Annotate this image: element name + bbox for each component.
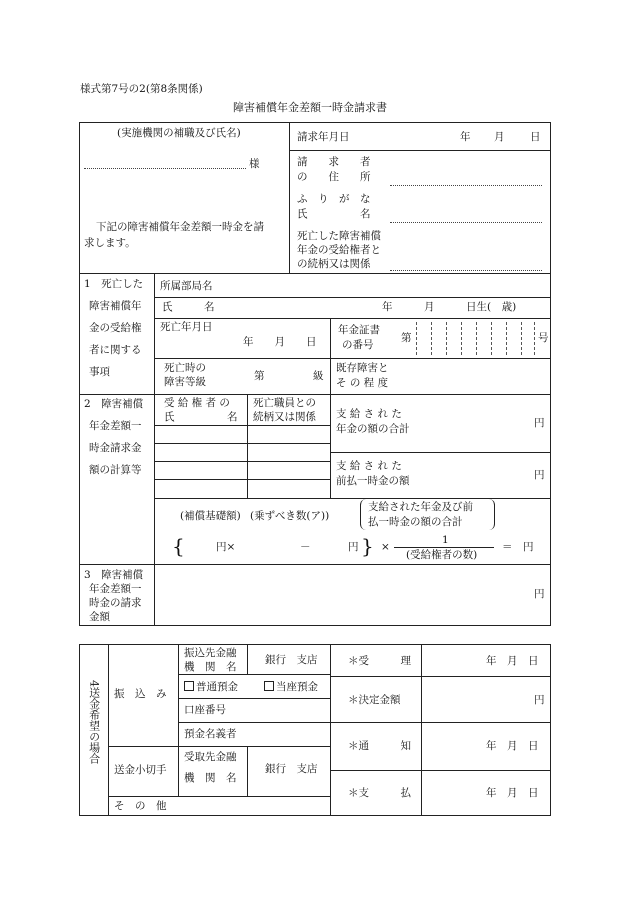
- certificate-go: 号: [538, 332, 549, 344]
- payment-date[interactable]: 年 月 日: [486, 787, 539, 799]
- check-label: 送金小切手: [114, 764, 167, 776]
- recv-bank-label-1: 受取先金融: [184, 751, 237, 763]
- request-month[interactable]: 月: [494, 131, 505, 143]
- checkbox-icon: [184, 681, 194, 691]
- furikomi-label: 振 込 み: [114, 688, 167, 700]
- request-text-2: 求します。: [84, 237, 136, 249]
- lump-sum-yen[interactable]: 円: [534, 469, 545, 481]
- claim-amount-yen[interactable]: 円: [534, 588, 545, 600]
- request-date-label: 請求年月日: [297, 131, 350, 143]
- section1-label-4: 者に関する: [89, 344, 142, 356]
- page-title: 障害補償年金差額一時金請求書: [233, 101, 387, 114]
- lump-sum-label-2: 前払一時金の額: [336, 475, 410, 487]
- section2-label-1: 2 障害補償: [84, 398, 144, 410]
- toza-label: 当座預金: [276, 681, 318, 693]
- section1-label-1: 1 死亡した: [84, 278, 144, 290]
- claimant-address-label-2: の 住 所: [297, 171, 371, 183]
- section3-label-3: 時金の請求: [89, 597, 142, 609]
- formula-brace-close: }: [361, 534, 374, 558]
- relation-line[interactable]: [390, 270, 542, 271]
- bank-label-2: 機 関 名: [184, 661, 237, 673]
- pension-total-label-2: 年金の額の合計: [336, 423, 410, 435]
- received-label: ＊受 理: [348, 655, 411, 667]
- formula-brace-open: {: [172, 534, 185, 558]
- section3-label-4: 金額: [89, 611, 110, 623]
- section2-label-3: 時金請求金: [89, 442, 142, 454]
- certificate-dai: 第: [401, 332, 412, 344]
- certificate-label-1: 年金証書: [338, 324, 380, 336]
- form-number: 様式第7号の2(第8条関係): [80, 83, 203, 95]
- section3-label-2: 年金差額一: [89, 583, 142, 595]
- grade-dai: 第: [254, 370, 265, 382]
- relation-label-1: 死亡した障害補償: [297, 230, 381, 242]
- notice-date[interactable]: 年 月 日: [486, 740, 539, 752]
- formula-fraction-bar: [394, 547, 494, 548]
- futsu-label: 普通預金: [196, 681, 238, 693]
- section1-label-2: 障害補償年: [89, 300, 142, 312]
- request-day[interactable]: 日: [530, 131, 541, 143]
- formula-yen-times: 円×: [216, 541, 236, 553]
- beneficiary-name-header-2: 氏 名: [164, 411, 238, 423]
- bank-branch-field[interactable]: 銀行 支店: [265, 654, 318, 666]
- sama-label: 様: [249, 158, 260, 170]
- section3-label-1: 3 障害補償: [84, 569, 144, 581]
- death-date-field[interactable]: 年 月 日: [243, 336, 317, 348]
- section2-label-2: 年金差額一: [89, 420, 142, 432]
- agency-label: (実施機関の補職及び氏名): [117, 127, 241, 139]
- formula-multiplier: (乗ずべき数(ア)): [250, 510, 330, 522]
- notice-label: ＊通 知: [348, 740, 411, 752]
- section1-label-3: 金の受給権: [89, 322, 142, 334]
- beneficiary-relation-header-2: 続柄又は関係: [253, 411, 316, 423]
- pension-total-yen[interactable]: 円: [534, 417, 545, 429]
- other-label: そ の 他: [114, 800, 167, 812]
- futsu-checkbox[interactable]: [184, 681, 238, 693]
- received-date[interactable]: 年 月 日: [486, 655, 539, 667]
- beneficiary-name-header-1: 受 給 権 者 の: [164, 397, 230, 409]
- relation-label-3: の続柄又は関係: [297, 258, 371, 270]
- section2-label-4: 額の計算等: [89, 464, 142, 476]
- grade-kyu: 級: [313, 370, 324, 382]
- account-holder-label: 預金名義者: [184, 728, 237, 740]
- deceased-name-label: 氏 名: [162, 301, 215, 313]
- claimant-address-line[interactable]: [390, 185, 542, 186]
- section4-vertical-label: 4送金希望の場合: [87, 680, 101, 764]
- request-text-1: 下記の障害補償年金差額一時金を請: [96, 221, 264, 233]
- recv-branch-field[interactable]: 銀行 支店: [265, 763, 318, 775]
- formula-minus: －: [300, 541, 311, 553]
- grade-label-1: 死亡時の: [164, 362, 206, 374]
- toza-checkbox[interactable]: [264, 681, 318, 693]
- department-label: 所属部局名: [160, 280, 213, 292]
- furigana-label-1: ふ り が な: [297, 193, 371, 205]
- checkbox-icon: [264, 681, 274, 691]
- claimant-address-label-1: 請 求 者: [297, 156, 371, 168]
- prior-disability-label-2: そ の 程 度: [336, 377, 389, 389]
- payment-label: ＊支 払: [348, 787, 411, 799]
- relation-label-2: 年金の受給権者と: [297, 244, 381, 256]
- death-date-label: 死亡年月日: [160, 321, 213, 333]
- prior-disability-label-1: 既存障害と: [336, 362, 389, 374]
- formula-base-amount: (補償基礎額): [180, 510, 241, 522]
- furigana-label-2: 氏 名: [297, 208, 371, 220]
- formula-denominator: (受給権者の数): [406, 549, 478, 561]
- bank-label-1: 振込先金融: [184, 647, 237, 659]
- formula-numerator: 1: [442, 534, 449, 546]
- formula-result[interactable]: ＝ 円: [502, 541, 534, 553]
- recv-bank-label-2: 機 関 名: [184, 772, 237, 784]
- claimant-name-line[interactable]: [390, 222, 542, 223]
- section1-label-5: 事項: [89, 366, 110, 378]
- beneficiary-relation-header-1: 死亡職員との: [253, 397, 316, 409]
- account-number-label: 口座番号: [184, 704, 226, 716]
- formula-times: ×: [381, 541, 390, 553]
- formula-total-label-1: 支給された年金及び前: [368, 501, 473, 513]
- request-year[interactable]: 年: [460, 131, 471, 143]
- agency-name-line[interactable]: [84, 168, 246, 169]
- formula-yen: 円: [348, 541, 359, 553]
- decided-amount-yen[interactable]: 円: [534, 694, 545, 706]
- decided-amount-label: ＊決定金額: [348, 694, 401, 706]
- birth-date-field[interactable]: 年 月 日生( 歳): [382, 301, 517, 313]
- lump-sum-label-1: 支 給 さ れ た: [336, 460, 402, 472]
- certificate-label-2: の番号: [342, 339, 374, 351]
- grade-label-2: 障害等級: [164, 376, 206, 388]
- pension-total-label-1: 支 給 さ れ た: [336, 408, 402, 420]
- formula-total-label-2: 払一時金の額の合計: [368, 516, 463, 528]
